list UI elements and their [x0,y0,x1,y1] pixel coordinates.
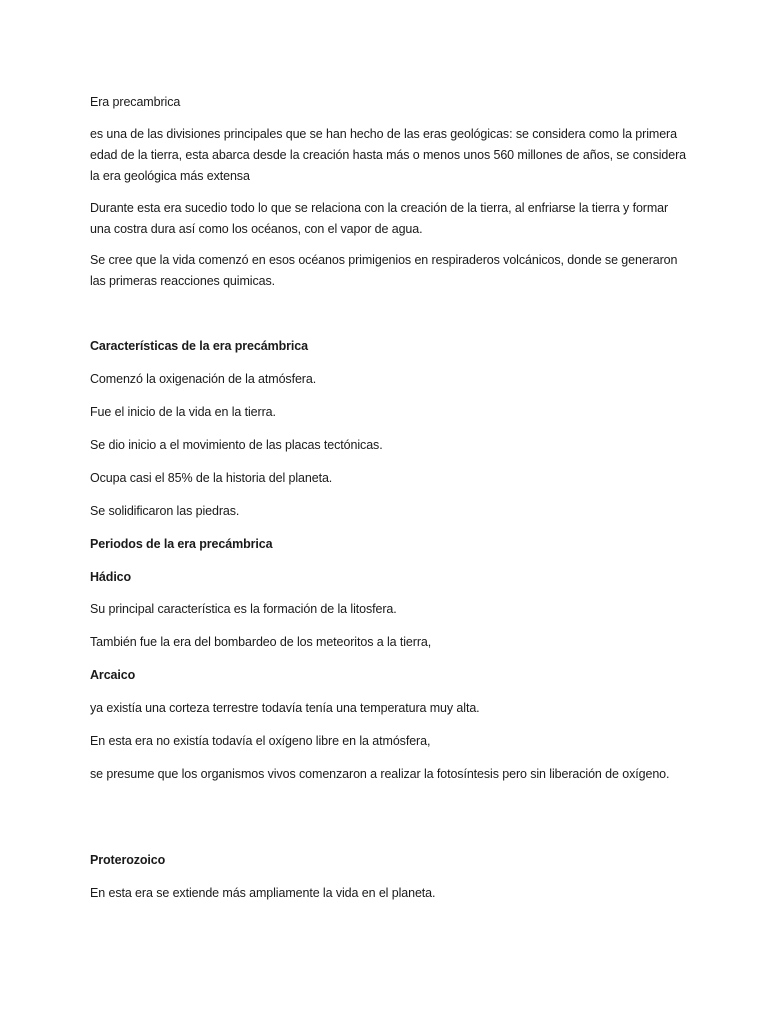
intro-paragraph-3: Se cree que la vida comenzó en esos océanos primigenios en respiraderos volcánicos, donde se generaron las primeras reacciones quimicas. [90,253,678,288]
characteristic-item-5: Se solidificaron las piedras. [90,504,240,518]
arcaico-line-2: En esta era no existía todavía el oxígeno libre en la atmósfera, [90,734,431,748]
hadico-line-1: Su principal característica es la formación de la litosfera. [90,602,397,616]
characteristic-item-2: Fue el inicio de la vida en la tierra. [90,405,276,419]
intro-paragraph-1: es una de las divisiones principales que se han hecho de las eras geológicas: se considera como la primera edad de la tierra, esta abarca desde la creación hasta más o menos unos 560 millones de años, se considera la era geológica más extensa [90,127,687,183]
arcaico-line-1: ya existía una corteza terrestre todavía tenía una temperatura muy alta. [90,701,480,715]
hadico-heading: Hádico [90,570,132,584]
intro-paragraph-2: Durante esta era sucedio todo lo que se relaciona con la creación de la tierra, al enfriarse la tierra y formar una costra dura así como los océanos, con el vapor de agua. [90,201,669,236]
hadico-line-2: También fue la era del bombardeo de los meteoritos a la tierra, [90,635,432,649]
characteristics-heading: Características de la era precámbrica [90,339,308,353]
arcaico-heading: Arcaico [90,668,136,682]
proterozoico-line-1: En esta era se extiende más ampliamente la vida en el planeta. [90,886,436,900]
characteristic-item-1: Comenzó la oxigenación de la atmósfera. [90,372,317,386]
document-title: Era precambrica [90,95,181,109]
characteristic-item-4: Ocupa casi el 85% de la historia del planeta. [90,471,333,485]
proterozoico-heading: Proterozoico [90,853,166,867]
characteristic-item-3: Se dio inicio a el movimiento de las placas tectónicas. [90,438,383,452]
arcaico-line-3: se presume que los organismos vivos comenzaron a realizar la fotosíntesis pero sin liberación de oxígeno. [90,767,670,781]
periods-heading: Periodos de la era precámbrica [90,537,273,551]
